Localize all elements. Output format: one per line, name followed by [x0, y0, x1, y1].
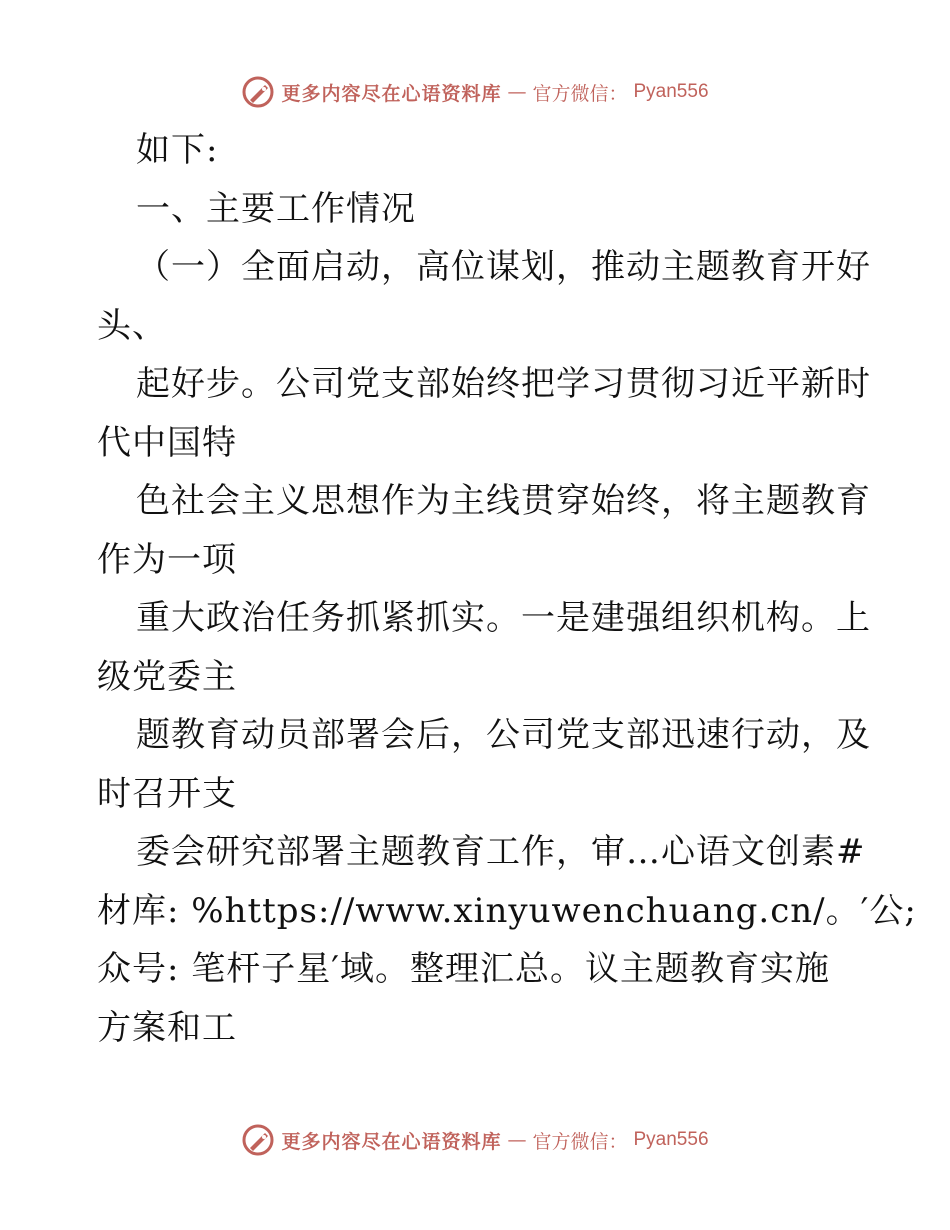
text-line: 色社会主义思想作为主线贯穿始终，将主题教育 [136, 481, 871, 521]
watermark-brand: 更多内容尽在心语资料库 [281, 82, 502, 105]
text-line: 材库: %https://www.xinyuwenchuang.cn/。′公; [97, 890, 917, 931]
watermark-footer [0, 1120, 950, 1160]
text-line: 一、主要工作情况 [136, 188, 416, 229]
text-line: 重大政治任务抓紧抓实。一是建强组织机构。上 [136, 598, 871, 638]
text-line: 方案和工 [97, 1007, 237, 1048]
text-line: 众号: 笔杆子星′域。整理汇总。议主题教育实施 [97, 949, 830, 989]
pen-nib-logo-icon [241, 75, 275, 109]
watermark-separator: — [507, 1129, 527, 1151]
pen-nib-logo-icon [241, 1123, 275, 1157]
text-line: 起好步。公司党支部始终把学习贯彻习近平新时 [136, 364, 871, 404]
text-line: 时召开支 [97, 773, 237, 814]
document-body [97, 121, 917, 1057]
text-line: （一）全面启动，高位谋划，推动主题教育开好 [136, 247, 871, 287]
watermark-header [0, 72, 950, 112]
watermark-wechat-id: Pyan556 [633, 1129, 709, 1150]
watermark-label: 官方微信： [532, 82, 628, 105]
text-line: 作为一项 [97, 539, 237, 580]
text-line: 如下: [136, 130, 219, 170]
text-line: 题教育动员部署会后，公司党支部迅速行动，及 [136, 715, 871, 755]
text-line: 代中国特 [97, 422, 237, 463]
watermark-wechat-id: Pyan556 [633, 81, 709, 102]
watermark-label: 官方微信： [532, 1130, 628, 1153]
text-line: 委会研究部署主题教育工作，审…心语文创素# [136, 832, 866, 872]
watermark-separator: — [507, 81, 527, 103]
watermark-brand: 更多内容尽在心语资料库 [281, 1130, 502, 1153]
text-line: 头、 [97, 305, 167, 346]
text-line: 级党委主 [97, 656, 237, 697]
